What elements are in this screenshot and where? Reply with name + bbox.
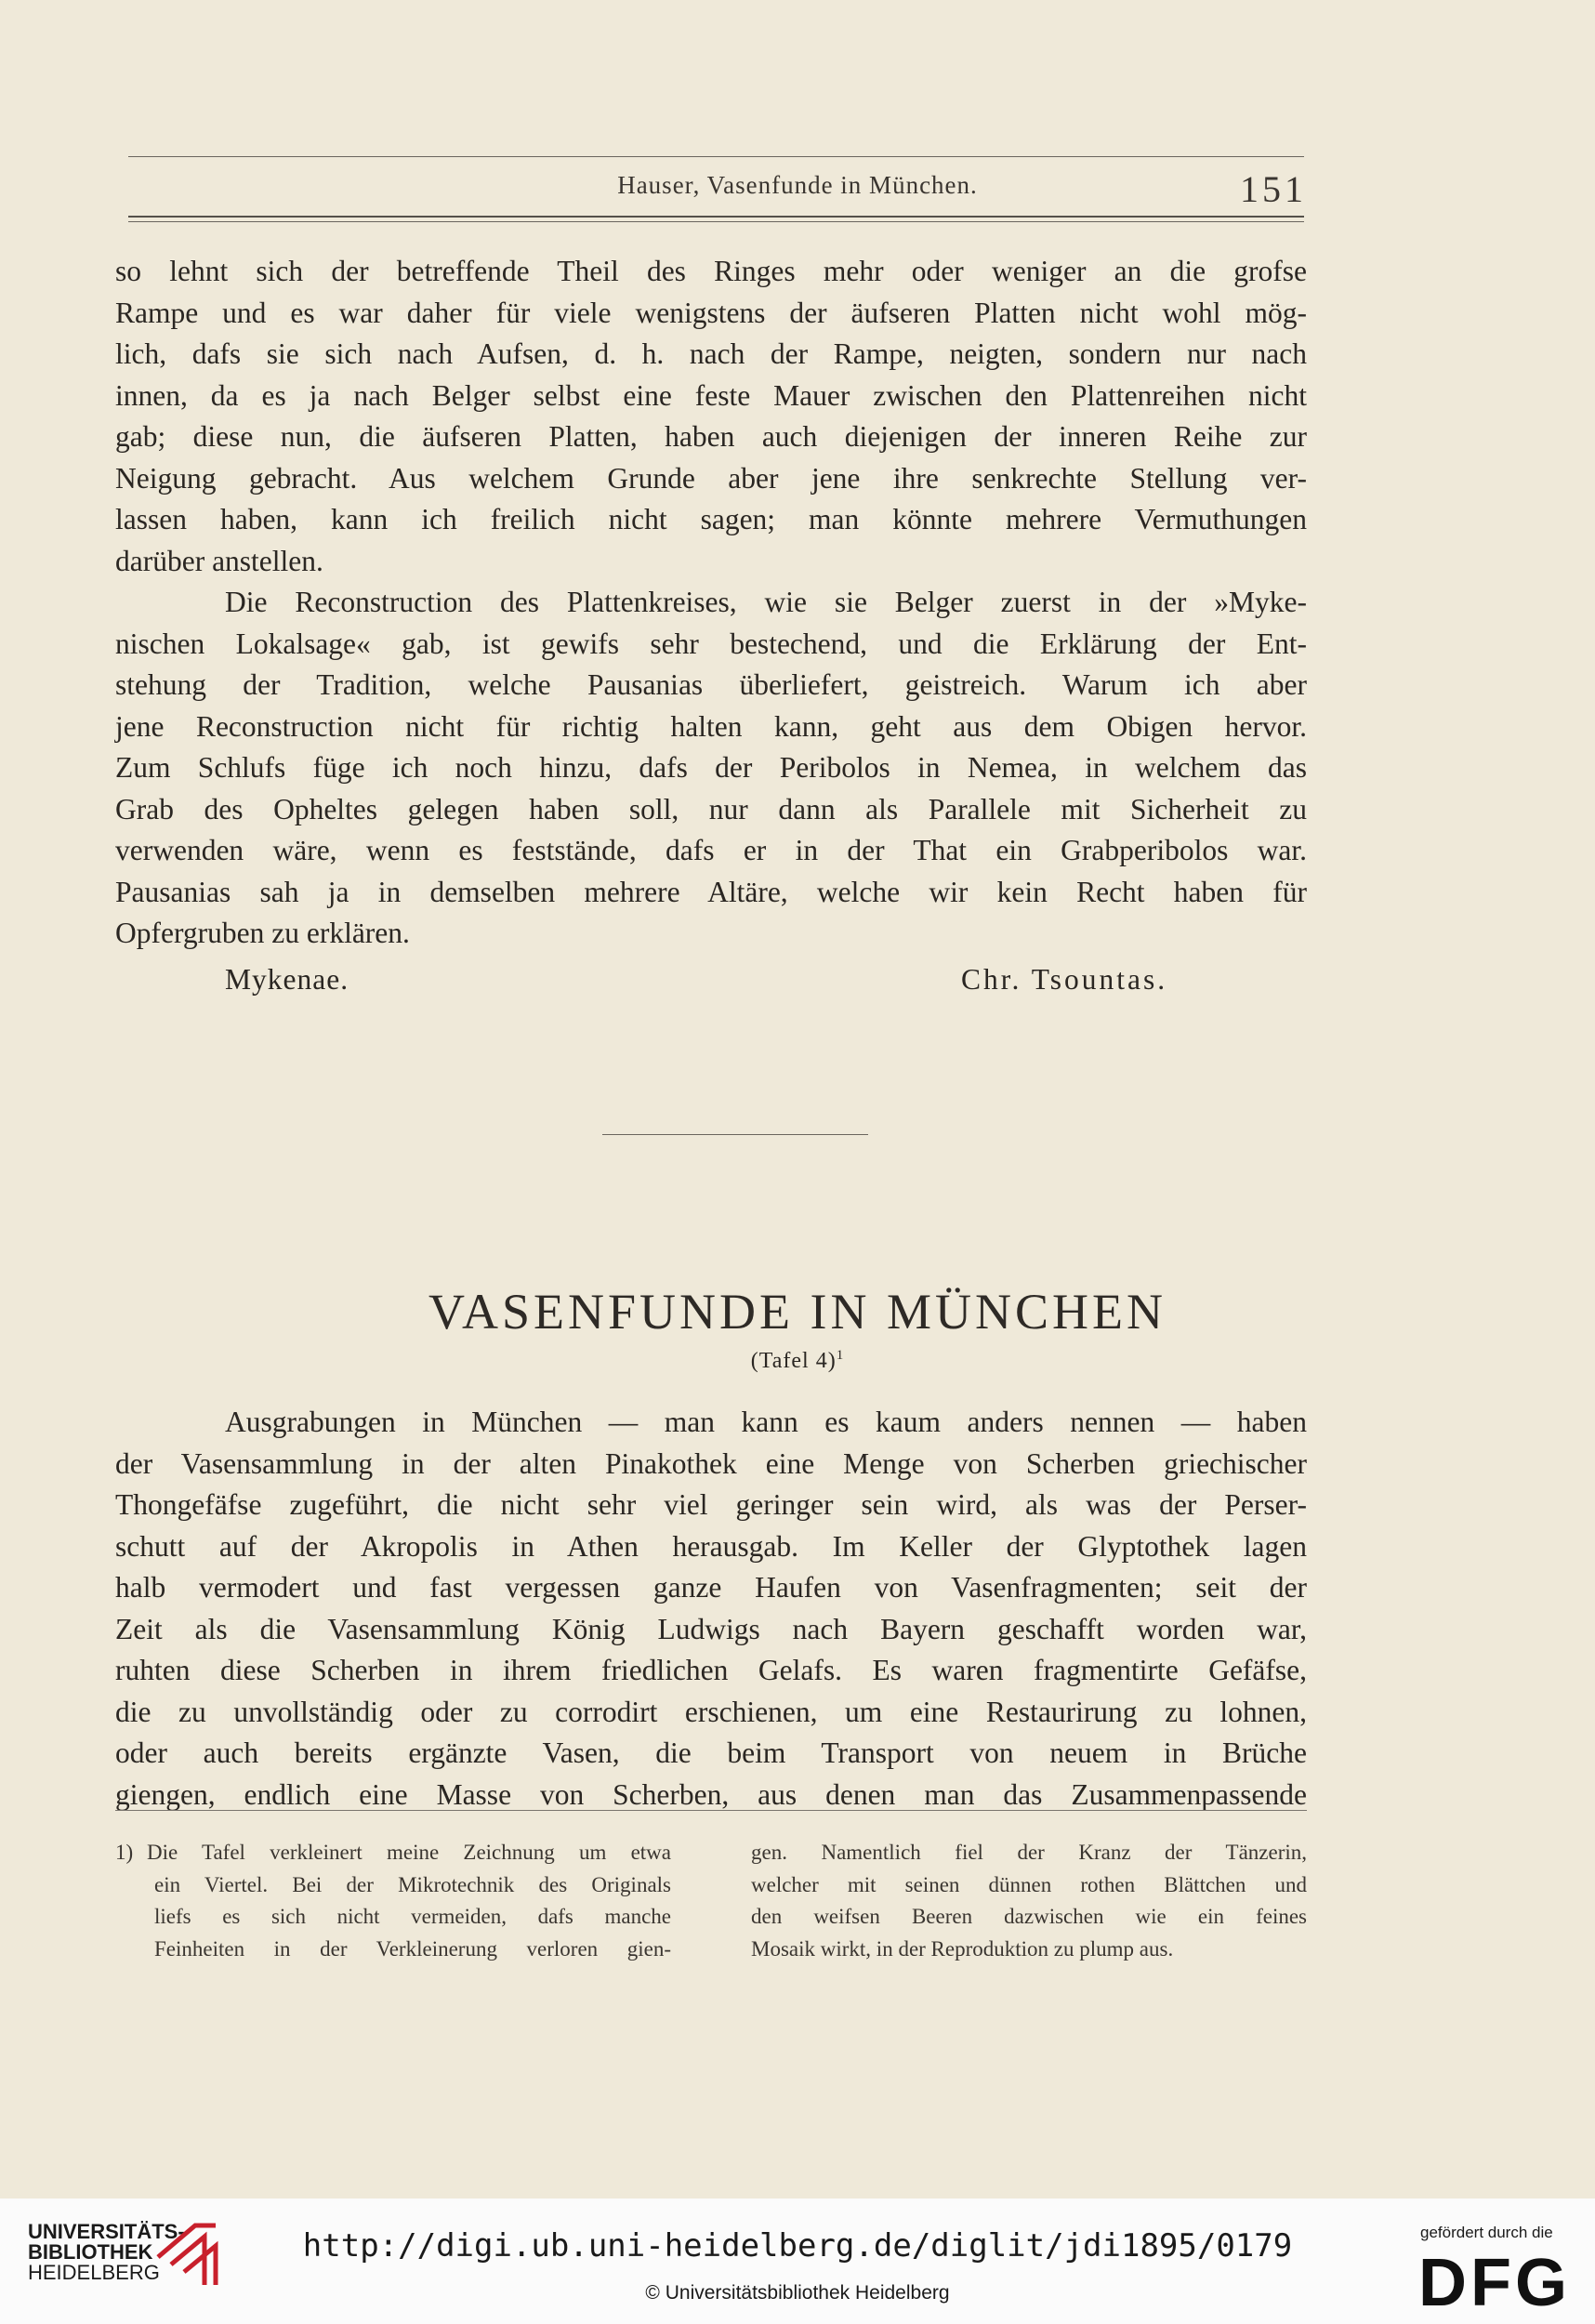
text-line: der Vasensammlung in der alten Pinakothek eine Menge von Scherben griechischer: [115, 1446, 1307, 1480]
footnote-line: ein Viertel. Bei der Mikrotechnik des Originals: [154, 1872, 671, 1896]
text-line: Grab des Opheltes gelegen haben soll, nur dann als Parallele mit Sicherheit zu: [115, 792, 1307, 825]
text-line: verwenden wäre, wenn es feststände, dafs er in der That ein Grabperibolos war.: [115, 834, 1307, 866]
text-line: schutt auf der Akropolis in Athen herausgab. Im Keller der Glyptothek lagen: [115, 1529, 1307, 1563]
header-top-rule: [128, 156, 1304, 157]
footnote-line: Mosaik wirkt, in der Reproduktion zu plump aus.: [751, 1936, 1174, 1961]
footnote-line: Feinheiten in der Verkleinerung verloren gien-: [154, 1936, 671, 1961]
article-title: VASENFUNDE IN MÜNCHEN: [428, 1284, 1167, 1340]
footnote-line: 1) Die Tafel verkleinert meine Zeichnung um etwa: [115, 1837, 671, 1869]
text-line: halb vermodert und fast vergessen ganze Haufen von Vasenfragmenten; seit der: [115, 1571, 1307, 1604]
funding-caption: gefördert durch die: [1420, 2224, 1553, 2241]
running-title: Hauser, Vasenfunde in München.: [617, 171, 978, 199]
footnote-left-column: [115, 1837, 671, 1965]
text-line: Neigung gebracht. Aus welchem Grunde aber jene ihre senkrechte Stellung ver-: [115, 461, 1307, 495]
footnote-line: gen. Namentlich fiel der Kranz der Tänzerin,: [751, 1841, 1307, 1864]
text-line: giengen, endlich eine Masse von Scherben, aus denen man das Zusammenpassende: [115, 1777, 1307, 1811]
text-line: lich, dafs sie sich nach Aufsen, d. h. nach der Rampe, neigten, sondern nur nach: [115, 337, 1307, 370]
text-line: Rampe und es war daher für viele wenigstens der äufseren Platten nicht wohl mög-: [115, 296, 1307, 329]
plate-reference: (Tafel 4): [750, 1349, 837, 1373]
dfg-logo[interactable]: DFG: [1418, 2246, 1571, 2320]
text-line: lassen haben, kann ich freilich nicht sagen; man könnte mehrere Vermuthungen: [115, 503, 1307, 535]
text-line: Pausanias sah ja in demselben mehrere Altäre, welche wir kein Recht haben für: [115, 875, 1307, 908]
text-line: Zum Schlufs füge ich noch hinzu, dafs der Peribolos in Nemea, in welchem das: [115, 751, 1307, 784]
text-line: innen, da es ja nach Belger selbst eine feste Mauer zwischen den Plattenreihen nicht: [115, 378, 1307, 412]
footnote-line: liefs es sich nicht vermeiden, dafs manche: [154, 1905, 671, 1928]
page-number: 151: [1240, 168, 1307, 210]
footnote-marker: 1: [836, 1348, 845, 1363]
text-line: gab; diese nun, die äufseren Platten, haben auch diejenigen der inneren Reihe zur: [115, 420, 1307, 453]
signature-place: Mykenae.: [225, 963, 349, 996]
library-logo[interactable]: UNIVERSITÄTS- BIBLIOTHEK HEIDELBERG: [28, 2220, 185, 2284]
text-line: Die Reconstruction des Plattenkreises, wie sie Belger zuerst in der »Myke-: [225, 586, 1307, 618]
text-line: stehung der Tradition, welche Pausanias überliefert, geistreich. Warum ich aber: [115, 668, 1307, 701]
text-line: Thongefäfse zugeführt, die nicht sehr viel geringer sein wird, als was der Perser-: [115, 1488, 1307, 1521]
footnote-line: den weifsen Beeren dazwischen wie ein feines: [751, 1905, 1307, 1928]
footnote-line: welcher mit seinen dünnen rothen Blättchen und: [751, 1872, 1307, 1896]
permalink-url[interactable]: http://digi.ub.uni-heidelberg.de/diglit/jdi1895/0179: [302, 2227, 1293, 2265]
text-line: nischen Lokalsage« gab, ist gewifs sehr bestechend, und die Erklärung der Ent-: [115, 627, 1307, 660]
previous-article-text: [115, 251, 1307, 955]
footnote-right-column: [751, 1837, 1307, 1965]
footnote-rule: [115, 1810, 1307, 1811]
signature-author: Chr. Tsountas.: [961, 963, 1168, 996]
text-line: so lehnt sich der betreffende Theil des Ringes mehr oder weniger an die grofse: [115, 255, 1307, 287]
text-line: die zu unvollständig oder zu corrodirt erschienen, um eine Restaurirung zu lohnen,: [115, 1695, 1307, 1728]
article-subtitle: [0, 1348, 1595, 1374]
text-line: Ausgrabungen in München — man kann es kaum anders nennen — haben: [225, 1406, 1307, 1438]
header-bottom-rule-2: [128, 221, 1304, 222]
article-text: [115, 1402, 1307, 1816]
text-line: ruhten diese Scherben in ihrem friedlichen Gelafs. Es waren fragmentirte Gefäfse,: [115, 1654, 1307, 1686]
text-line: jene Reconstruction nicht für richtig halten kann, geht aus dem Obigen hervor.: [115, 709, 1307, 743]
text-line: darüber anstellen.: [115, 544, 323, 577]
text-line: oder auch bereits ergänzte Vasen, die beim Transport von neuem in Brüche: [115, 1736, 1307, 1769]
text-line: Zeit als die Vasensammlung König Ludwigs nach Bayern geschafft worden war,: [115, 1612, 1307, 1645]
footnote-number: 1): [115, 1841, 134, 1864]
text-line: Opfergruben zu erklären.: [115, 917, 410, 949]
copyright-notice: © Universitätsbibliothek Heidelberg: [645, 2282, 950, 2304]
header-bottom-rule: [128, 216, 1304, 218]
section-separator: [602, 1134, 868, 1135]
